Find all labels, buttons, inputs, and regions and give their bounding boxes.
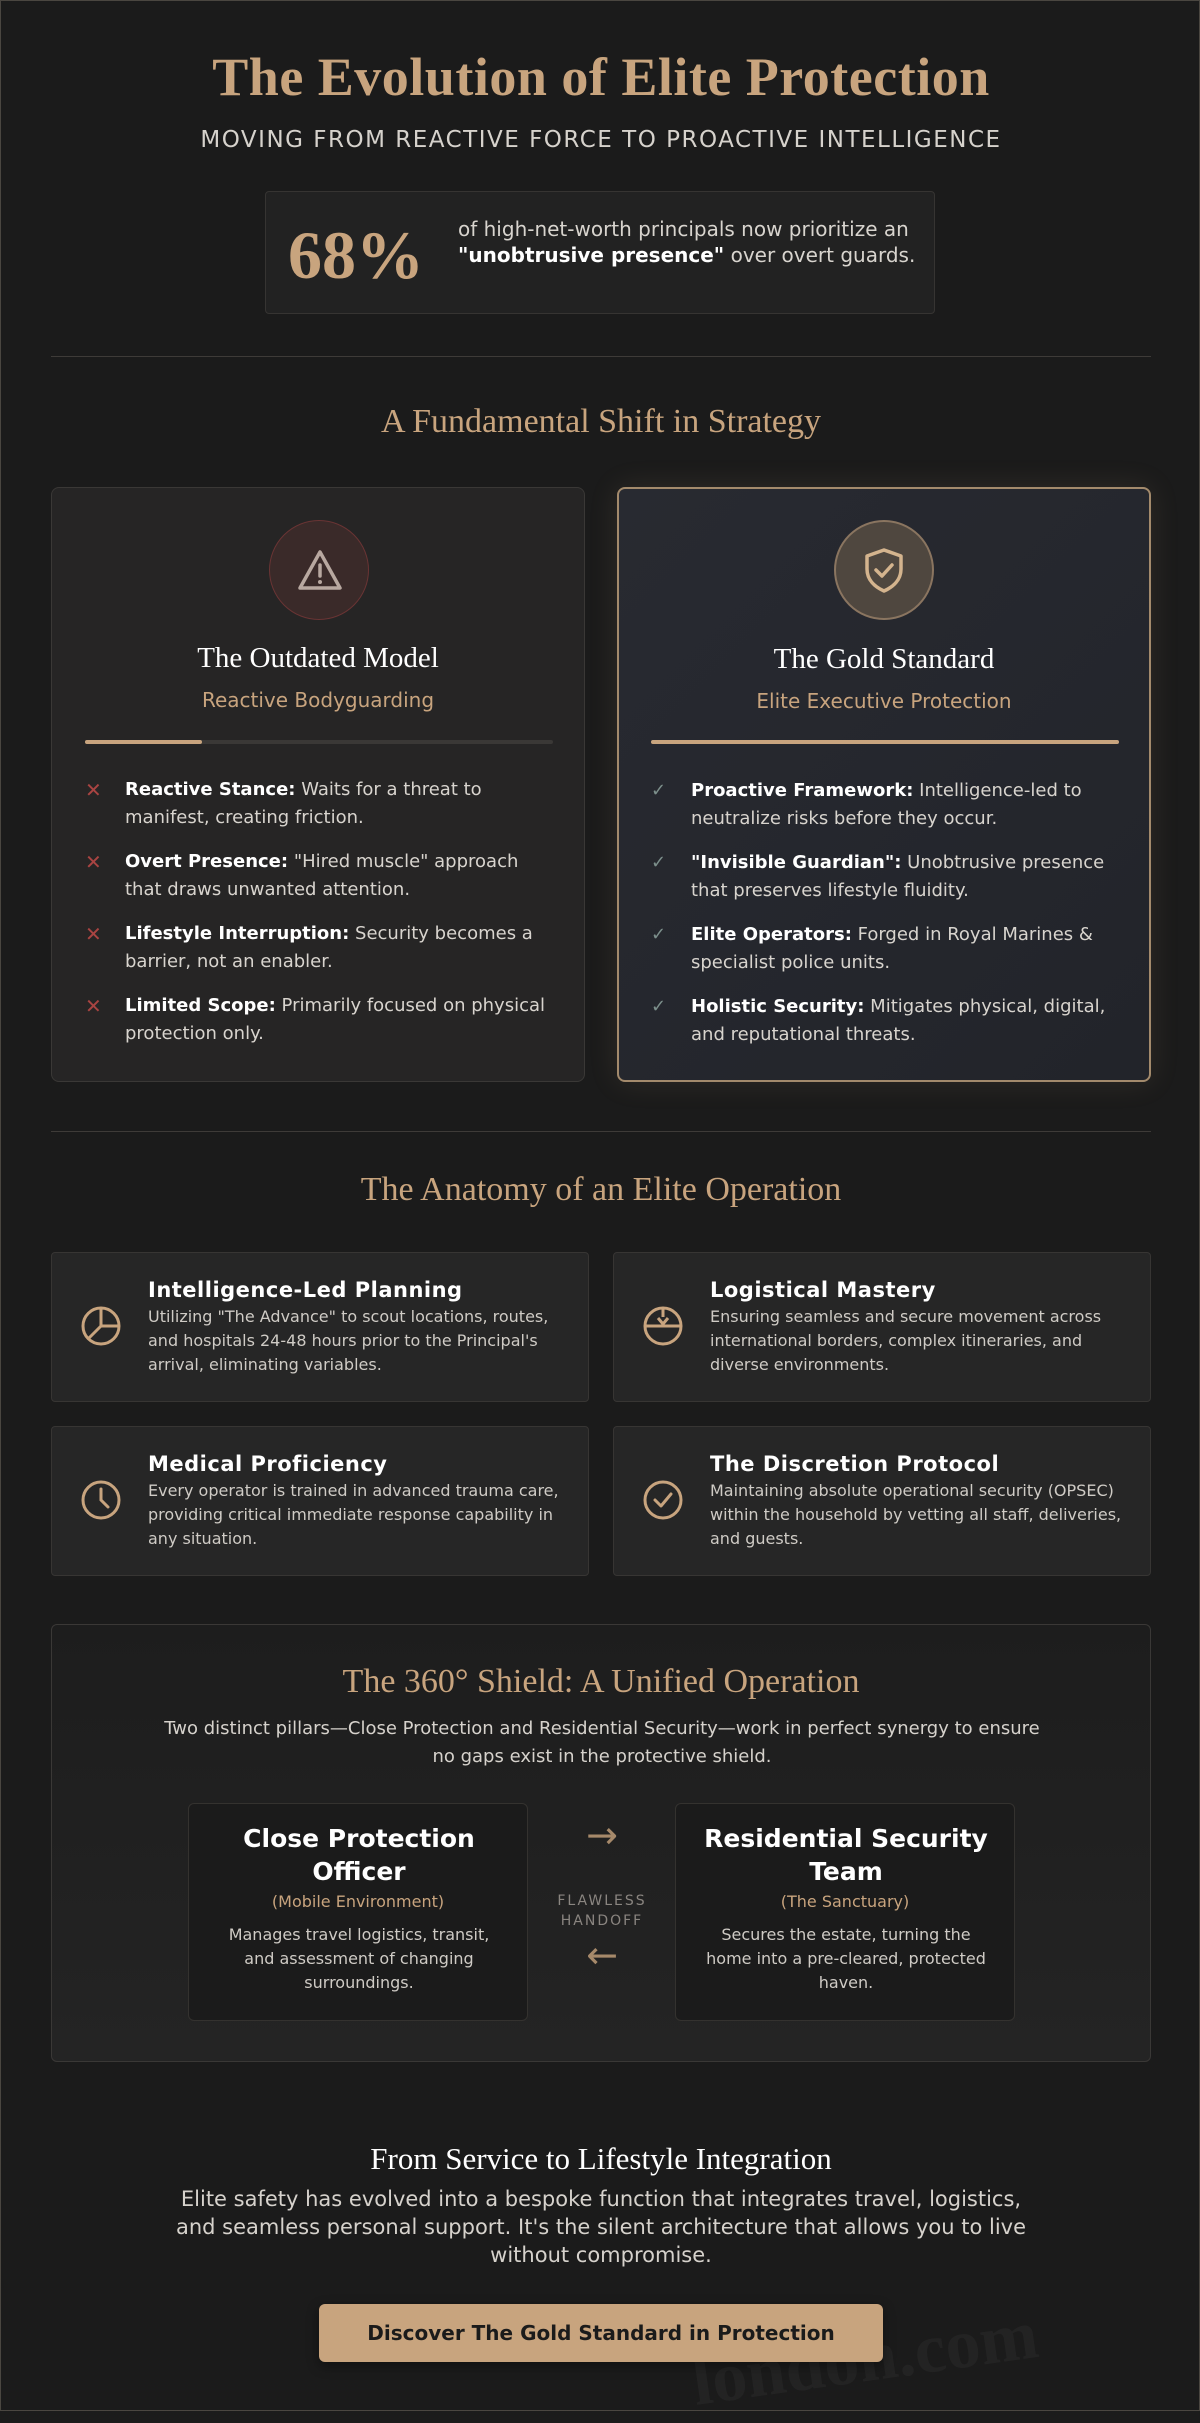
item-bold: Reactive Stance: (125, 779, 296, 800)
divider (51, 1131, 1151, 1132)
arrow-right-icon: → (586, 1813, 618, 1857)
item-bold: Overt Presence: (125, 851, 289, 872)
shield-check-icon (859, 545, 909, 595)
item-bold: "Invisible Guardian": (691, 852, 902, 873)
item-text: Waits for a threat to manifest, creating friction. (125, 779, 482, 828)
item-bold: Elite Operators: (691, 924, 852, 945)
item-text: Forged in Royal Marines & specialist police units. (691, 924, 1093, 973)
footer-title: From Service to Lifestyle Integration (370, 2141, 832, 2176)
divider (51, 356, 1151, 357)
cross-icon: ✕ (85, 994, 102, 1018)
gold-standard-card (617, 487, 1151, 1082)
footer-text: Elite safety has evolved into a bespoke function that integrates travel, logistics, and seamless personal support. It's the silent architecture that allows you to live without compromise. (176, 2187, 1026, 2267)
item-bold: Lifestyle Interruption: (125, 923, 350, 944)
warning-triangle-icon (295, 546, 345, 596)
tile-text: Ensuring seamless and secure movement across international borders, complex itineraries, and diverse environments. (710, 1307, 1102, 1374)
item-bold: Limited Scope: (125, 995, 276, 1016)
tile-logistical-mastery (613, 1252, 1151, 1402)
list-item (85, 992, 555, 1048)
handoff-label: FLAWLESS HANDOFF (557, 1893, 647, 1929)
check-icon: ✓ (651, 852, 667, 873)
pillar-text: Manages travel logistics, transit, and assessment of changing surroundings. (228, 1925, 490, 1992)
stat-text-bold: "unobtrusive presence" (458, 243, 725, 267)
tile-text: Every operator is trained in advanced trauma care, providing critical immediate response capability in any situation. (148, 1481, 559, 1548)
discover-cta-button[interactable]: Discover The Gold Standard in Protection (319, 2304, 883, 2362)
outdated-progress-bar (85, 740, 553, 744)
check-icon: ✓ (651, 924, 667, 945)
gold-list (651, 777, 1121, 1065)
shield-description: Two distinct pillars—Close Protection and Residential Security—work in perfect synergy to ensure no gaps exist in the protective shield. (164, 1718, 1040, 1767)
tile-title: Logistical Mastery (710, 1278, 936, 1302)
cross-icon: ✕ (85, 922, 102, 946)
outdated-title: The Outdated Model (197, 642, 439, 674)
stat-value: 68% (288, 217, 424, 293)
strategy-section-title: A Fundamental Shift in Strategy (380, 403, 822, 440)
outdated-model-card (51, 487, 585, 1082)
page-subtitle: MOVING FROM REACTIVE FORCE TO PROACTIVE INTELLIGENCE (200, 127, 1002, 153)
item-text: Intelligence-led to neutralize risks before they occur. (691, 780, 1082, 829)
outdated-list (85, 776, 555, 1064)
stat-text-before: of high-net-worth principals now prioritize an (458, 217, 909, 241)
outdated-subtitle: Reactive Bodyguarding (201, 688, 435, 712)
list-item (651, 993, 1121, 1049)
item-bold: Proactive Framework: (691, 780, 914, 801)
list-item (85, 848, 555, 904)
check-circle-icon (642, 1479, 684, 1521)
list-item (651, 777, 1121, 833)
item-text: "Hired muscle" approach that draws unwanted attention. (125, 851, 519, 900)
tile-title: Medical Proficiency (148, 1452, 388, 1476)
tile-title: The Discretion Protocol (710, 1452, 1000, 1476)
stat-text-after: over overt guards. (724, 243, 916, 267)
item-text: Primarily focused on physical protection only. (125, 995, 546, 1044)
list-item (85, 920, 555, 976)
arrow-left-icon: ← (586, 1933, 618, 1977)
cross-icon: ✕ (85, 778, 102, 802)
item-text: Unobtrusive presence that preserves lifestyle fluidity. (691, 852, 1105, 901)
anatomy-section-title: The Anatomy of an Elite Operation (360, 1171, 842, 1208)
item-text: Security becomes a barrier, not an enabler. (125, 923, 533, 972)
pillar-text: Secures the estate, turning the home into a pre-cleared, protected haven. (706, 1925, 986, 1992)
pillar-subtitle: (Mobile Environment) (271, 1892, 445, 1911)
check-icon: ✓ (651, 996, 667, 1017)
handoff-indicator (540, 1803, 664, 2021)
stat-box (265, 191, 935, 314)
list-item (651, 849, 1121, 905)
page-title: The Evolution of Elite Protection (212, 47, 990, 107)
tile-discretion-protocol (613, 1426, 1151, 1576)
item-text: Mitigates physical, digital, and reputational threats. (691, 996, 1106, 1045)
outdated-progress-fill (85, 740, 202, 744)
tile-intelligence-planning (51, 1252, 589, 1402)
clock-icon (80, 1479, 122, 1521)
tile-text: Maintaining absolute operational security (OPSEC) within the household by vetting all staff, deliveries, and guests. (710, 1481, 1122, 1548)
tile-title: Intelligence-Led Planning (148, 1278, 463, 1302)
pillar-title: Residential Security Team (704, 1824, 988, 1886)
gold-subtitle: Elite Executive Protection (756, 689, 1012, 713)
gold-progress-bar (651, 740, 1119, 744)
list-item (85, 776, 555, 832)
stat-text (458, 216, 918, 268)
pillar-title: Close Protection Officer (243, 1824, 475, 1886)
gold-title: The Gold Standard (773, 643, 995, 675)
shield-title: The 360° Shield: A Unified Operation (342, 1663, 860, 1700)
pie-chart-icon (80, 1305, 122, 1347)
residential-security-card (675, 1803, 1015, 2021)
list-item (651, 921, 1121, 977)
cross-icon: ✕ (85, 850, 102, 874)
unified-operation-panel (51, 1624, 1151, 2062)
pillar-subtitle: (The Sanctuary) (780, 1892, 910, 1911)
item-bold: Holistic Security: (691, 996, 865, 1017)
close-protection-card (188, 1803, 528, 2021)
compass-icon (642, 1305, 684, 1347)
shield-badge (834, 520, 934, 620)
warning-badge (269, 520, 369, 620)
tile-text: Utilizing "The Advance" to scout locations, routes, and hospitals 24-48 hours prior to the Principal's arrival, eliminating variables. (148, 1307, 549, 1374)
check-icon: ✓ (651, 780, 667, 801)
tile-medical-proficiency (51, 1426, 589, 1576)
